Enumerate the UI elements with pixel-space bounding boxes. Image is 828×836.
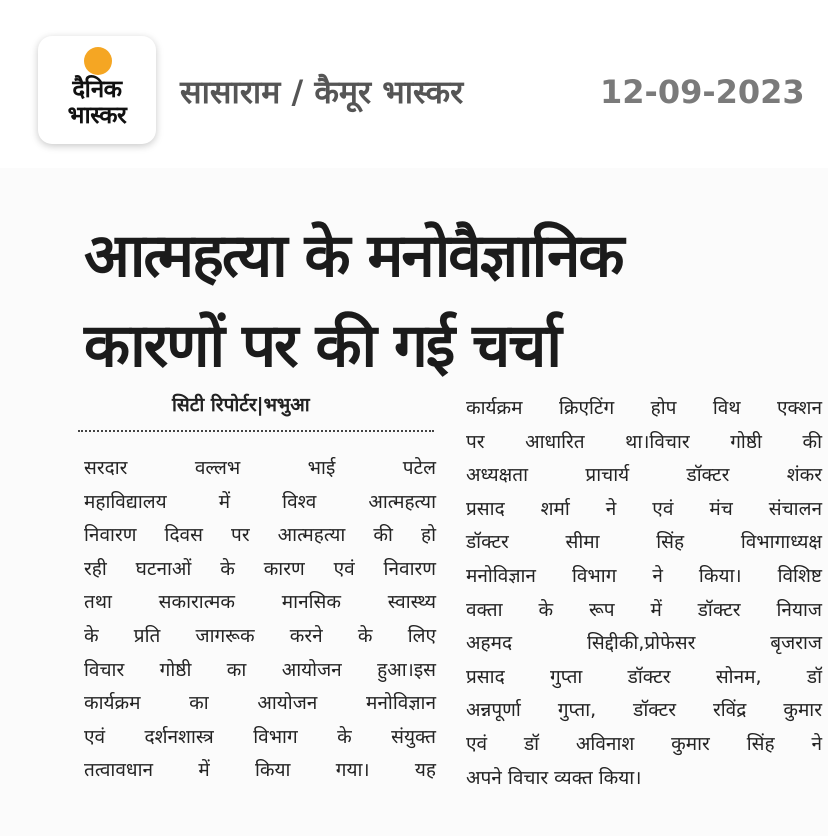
- headline-line-1: आत्महत्या के मनोवैज्ञानिक: [84, 221, 623, 291]
- text-line: पर आधारित था।विचार गोष्ठी की: [466, 430, 822, 453]
- byline: सिटी रिपोर्टर|भभुआ: [172, 394, 310, 416]
- text-line: के प्रति जागरूक करने के लिए: [84, 624, 436, 647]
- logo-text-line2: भास्कर: [67, 101, 127, 129]
- newspaper-clipping: [0, 168, 828, 836]
- byline-divider: [78, 430, 434, 432]
- text-line: सरदार वल्लभ भाई पटेल: [84, 457, 436, 479]
- text-line: कार्यक्रम क्रिएटिंग होप विथ एक्शन: [466, 397, 822, 419]
- article-column-right: [466, 392, 822, 795]
- text-line: विचार गोष्ठी का आयोजन हुआ।इस: [84, 658, 436, 681]
- text-line: एवं डॉ अविनाश कुमार सिंह ने: [466, 732, 822, 755]
- text-line: अध्यक्षता प्राचार्य डॉक्टर शंकर: [466, 464, 822, 487]
- publication-date: 12-09-2023: [600, 73, 805, 111]
- text-line: एवं दर्शनशास्त्र विभाग के संयुक्त: [84, 725, 436, 748]
- article-column-left: [84, 452, 436, 788]
- text-line: प्रसाद गुप्ता डॉक्टर सोनम, डॉ: [466, 665, 822, 688]
- headline-line-2: कारणों पर की गई चर्चा: [84, 311, 560, 381]
- text-line: अहमद सिद्दीकी,प्रोफेसर बृजराज: [466, 632, 822, 655]
- edition-location: सासाराम / कैमूर भास्कर: [180, 73, 464, 111]
- dainik-bhaskar-logo[interactable]: [38, 36, 156, 144]
- text-line: महाविद्यालय में विश्व आत्महत्या: [84, 490, 436, 513]
- text-line: डॉक्टर सीमा सिंह विभागाध्यक्ष: [466, 531, 822, 554]
- logo-text-line1: दैनिक: [72, 75, 122, 103]
- text-line: तत्वावधान में किया गया। यह: [84, 759, 436, 782]
- news-source-header: [0, 0, 828, 168]
- text-line: प्रसाद शर्मा ने एवं मंच संचालन: [466, 497, 822, 520]
- text-line: निवारण दिवस पर आत्महत्या की हो: [84, 524, 436, 547]
- text-line: वक्ता के रूप में डॉक्टर नियाज: [466, 598, 822, 621]
- text-line: अन्नपूर्णा गुप्ता, डॉक्टर रविंद्र कुमार: [466, 699, 822, 722]
- sun-icon: [84, 47, 112, 75]
- text-line: मनोविज्ञान विभाग ने किया। विशिष्ट: [466, 564, 822, 587]
- text-line: कार्यक्रम का आयोजन मनोविज्ञान: [84, 692, 436, 715]
- text-line: अपने विचार व्यक्त किया।: [466, 766, 642, 789]
- text-line: तथा सकारात्मक मानसिक स्वास्थ्य: [84, 591, 436, 614]
- text-line: रही घटनाओं के कारण एवं निवारण: [84, 557, 436, 580]
